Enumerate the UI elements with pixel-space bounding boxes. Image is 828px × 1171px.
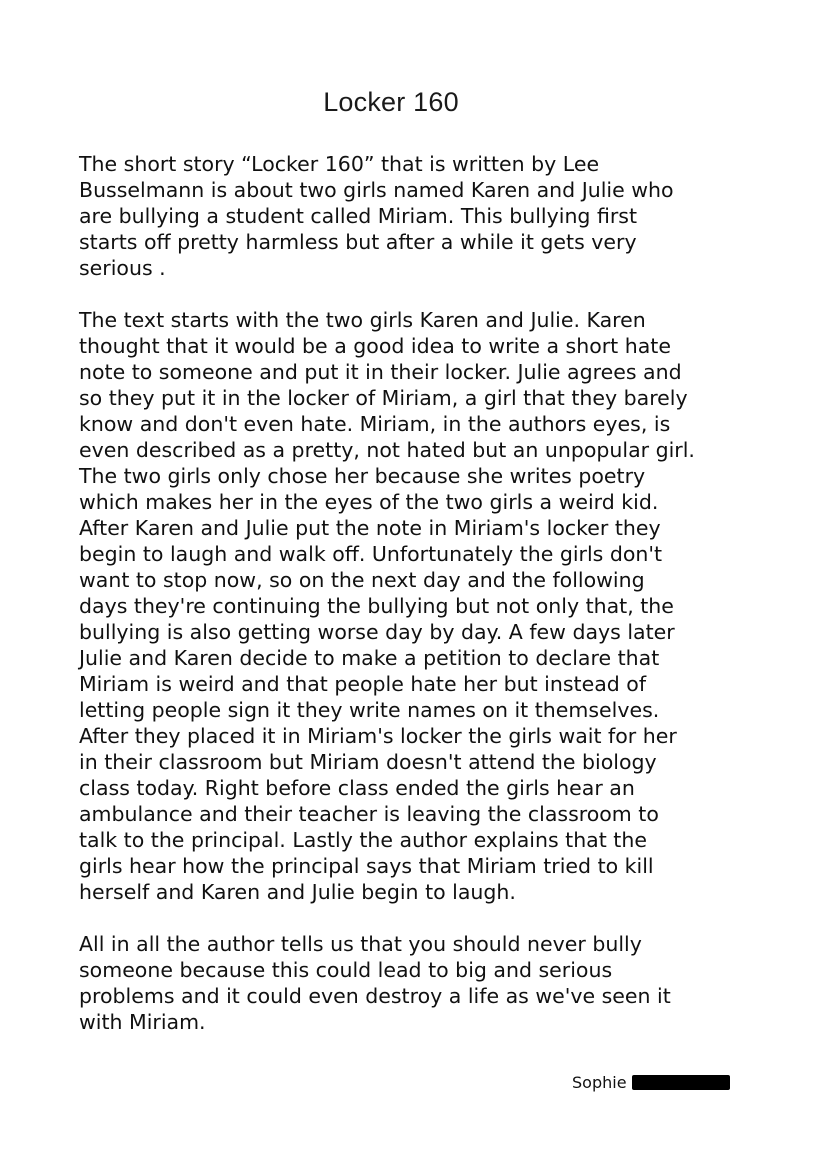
document-title: Locker 160 (323, 87, 459, 117)
paragraph-conclusion: All in all the author tells us that you should never bully someone because this could lead to big and serious problems and it could even destroy a life as we've seen it with Miriam. (79, 932, 671, 1034)
document-body (79, 151, 779, 1061)
signature (572, 1071, 730, 1093)
redaction-bar (632, 1075, 730, 1090)
paragraph-summary: The text starts with the two girls Karen and Julie. Karen thought that it would be a good idea to write a short hate note to someone and put it in their locker. Julie agrees and so they put it in the locker of Miriam, a girl that they barely know and don't even hate. Miriam, in the authors eyes, is even described as a pretty, not hated but an unpopular girl. The two girls only chose her because she writes poetry which makes her in the eyes of the two girls a weird kid. After Karen and Julie put the note in Miriam's locker they begin to laugh and walk off. Unfortunately the girls don't want to stop now, so on the next day and the following days they're continuing the bullying but not only that, the bullying is also getting worse day by day. A few days later Julie and Karen decide to make a petition to declare that Miriam is weird and that people hate her but instead of letting people sign it they write names on it themselves. After they placed it in Miriam's locker the girls wait for her in their classroom but Miriam doesn't attend the biology class today. Right before class ended the girls hear an ambulance and their teacher is leaving the classroom to talk to the principal. Lastly the author explains that the girls hear how the principal says that Miriam tried to kill herself and Karen and Julie begin to laugh. (79, 308, 695, 904)
paragraph-intro: The short story “Locker 160” that is written by Lee Busselmann is about two girls named Karen and Julie who are bullying a student called Miriam. This bullying first starts off pretty harmless but after a while it gets very serious . (79, 152, 674, 280)
signature-name: Sophie (572, 1072, 627, 1092)
